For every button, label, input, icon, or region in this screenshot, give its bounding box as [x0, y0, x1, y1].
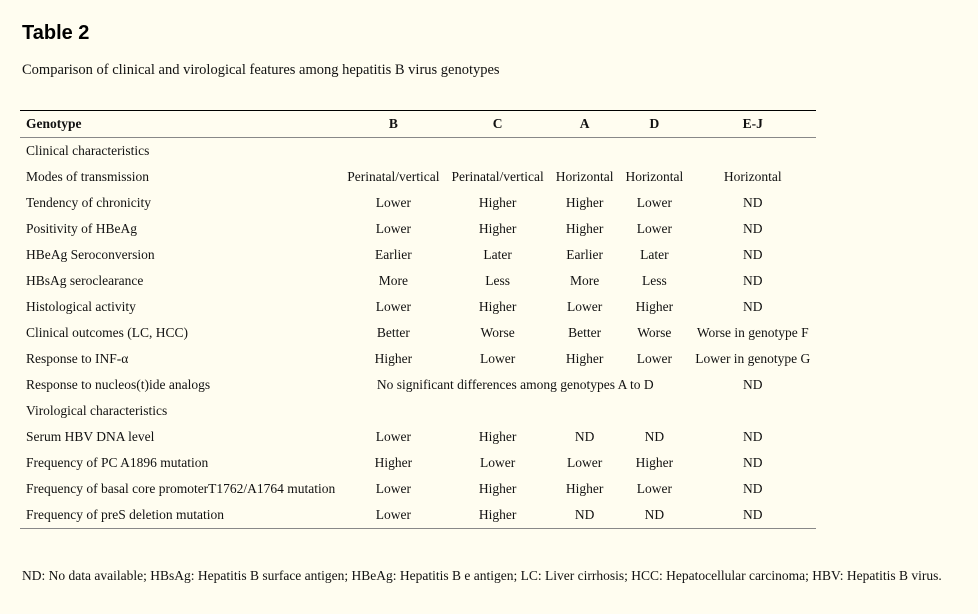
row-label: Positivity of HBeAg	[26, 221, 138, 236]
row-label: Response to nucleos(t)ide analogs	[26, 377, 211, 392]
section-label: Virological characteristics	[26, 403, 168, 418]
table-row	[20, 346, 816, 372]
table-cell: Lower	[636, 481, 672, 496]
header-e-j: E-J	[742, 116, 763, 131]
table-cell: Better	[568, 325, 602, 340]
header-genotype: Genotype	[26, 116, 82, 131]
table-row	[20, 242, 816, 268]
table-cell: ND	[574, 507, 595, 522]
table-row	[20, 502, 816, 529]
row-label: Response to INF-α	[26, 351, 129, 366]
row-label: Clinical outcomes (LC, HCC)	[26, 325, 188, 340]
table-cell: Better	[376, 325, 410, 340]
table-cell: Worse in genotype F	[696, 325, 809, 340]
table-cell: Lower	[636, 221, 672, 236]
table-cell: Lower	[375, 429, 412, 444]
header-b: B	[388, 116, 398, 131]
section-row	[20, 138, 816, 165]
row-label: Frequency of basal core promoterT1762/A1764 mutation	[26, 481, 336, 496]
table-cell: Higher	[478, 481, 517, 496]
table-row	[20, 424, 816, 450]
table-cell: More	[378, 273, 409, 288]
table-cell: Perinatal/vertical	[347, 169, 440, 184]
table-cell: Horizontal	[625, 169, 684, 184]
table-cell: ND	[743, 481, 763, 496]
table-cell: Higher	[374, 455, 413, 470]
table-cell: Lower	[566, 299, 603, 314]
table-cell: ND	[644, 429, 665, 444]
table-row	[20, 450, 816, 476]
header-d: D	[649, 116, 660, 131]
table-row	[20, 320, 816, 346]
table-cell: Later	[640, 247, 669, 262]
table-cell: Less	[485, 273, 510, 288]
table-cell: ND	[644, 507, 665, 522]
table-cell: Lower	[636, 351, 672, 366]
genotype-comparison-table	[20, 110, 816, 529]
table-cell: ND	[743, 429, 763, 444]
table-cell: Lower	[375, 195, 412, 210]
header-c: C	[492, 116, 503, 131]
table-cell: Lower	[480, 351, 516, 366]
table-cell: Higher	[565, 195, 604, 210]
table-cell: Lower	[566, 455, 603, 470]
table-row	[20, 268, 816, 294]
table-cell: Higher	[635, 455, 674, 470]
table-cell: Lower	[480, 455, 516, 470]
table-cell: Higher	[565, 481, 604, 496]
table-cell: Lower	[375, 507, 412, 522]
table-cell: More	[569, 273, 600, 288]
row-label: HBsAg seroclearance	[26, 273, 144, 288]
table-cell: Perinatal/vertical	[451, 169, 544, 184]
table-cell: No significant differences among genotypes A to D	[376, 377, 654, 392]
table-cell: Higher	[635, 299, 674, 314]
table-title: Table 2	[22, 22, 90, 44]
table-cell: Lower	[375, 299, 412, 314]
row-label: Frequency of PC A1896 mutation	[26, 455, 209, 470]
row-label: Frequency of preS deletion mutation	[26, 507, 224, 522]
row-label: Modes of transmission	[26, 169, 149, 184]
table-cell: ND	[743, 195, 763, 210]
table-cell: Worse	[480, 325, 515, 340]
table-cell: Earlier	[375, 247, 412, 262]
table-cell: Higher	[478, 221, 517, 236]
table-cell: ND	[743, 377, 763, 392]
table-cell: Horizontal	[555, 169, 614, 184]
table-cell: Lower in genotype G	[695, 351, 811, 366]
table-cell: Higher	[565, 221, 604, 236]
table-row	[20, 164, 816, 190]
table-cell: Higher	[478, 507, 517, 522]
table-cell: Lower	[375, 221, 412, 236]
table-cell: Less	[641, 273, 667, 288]
row-label: HBeAg Seroconversion	[26, 247, 155, 262]
table-cell: Worse	[637, 325, 672, 340]
table-row	[20, 372, 816, 398]
header-row	[20, 111, 816, 138]
section-row	[20, 398, 816, 424]
table-footnote: ND: No data available; HBsAg: Hepatitis B surface antigen; HBeAg: Hepatitis B e antigen; LC: Liver cirrhosis; HCC: Hepatocellular carcinoma; HBV: Hepatitis B virus.	[22, 568, 942, 583]
table-cell: Higher	[478, 299, 517, 314]
table-cell: Lower	[636, 195, 672, 210]
table-cell: Higher	[478, 429, 517, 444]
table-cell: ND	[743, 221, 763, 236]
table-cell: ND	[743, 507, 763, 522]
table-row	[20, 190, 816, 216]
row-label: Histological activity	[26, 299, 136, 314]
table-body	[20, 138, 816, 529]
row-label: Tendency of chronicity	[26, 195, 152, 210]
table-cell: Later	[483, 247, 512, 262]
table-row	[20, 294, 816, 320]
table-caption: Comparison of clinical and virological features among hepatitis B virus genotypes	[22, 62, 500, 78]
table-cell: ND	[574, 429, 595, 444]
table-cell: Higher	[478, 195, 517, 210]
table-cell: Higher	[374, 351, 413, 366]
table-row	[20, 216, 816, 242]
table-cell: ND	[743, 273, 763, 288]
table-cell: ND	[743, 247, 763, 262]
table-row	[20, 476, 816, 502]
header-a: A	[579, 116, 590, 131]
section-label: Clinical characteristics	[26, 143, 150, 158]
table-cell: Lower	[375, 481, 412, 496]
table-cell: ND	[743, 299, 763, 314]
table-cell: ND	[743, 455, 763, 470]
table-cell: Earlier	[566, 247, 603, 262]
table-cell: Higher	[565, 351, 604, 366]
table-cell: Horizontal	[723, 169, 782, 184]
row-label: Serum HBV DNA level	[26, 429, 155, 444]
